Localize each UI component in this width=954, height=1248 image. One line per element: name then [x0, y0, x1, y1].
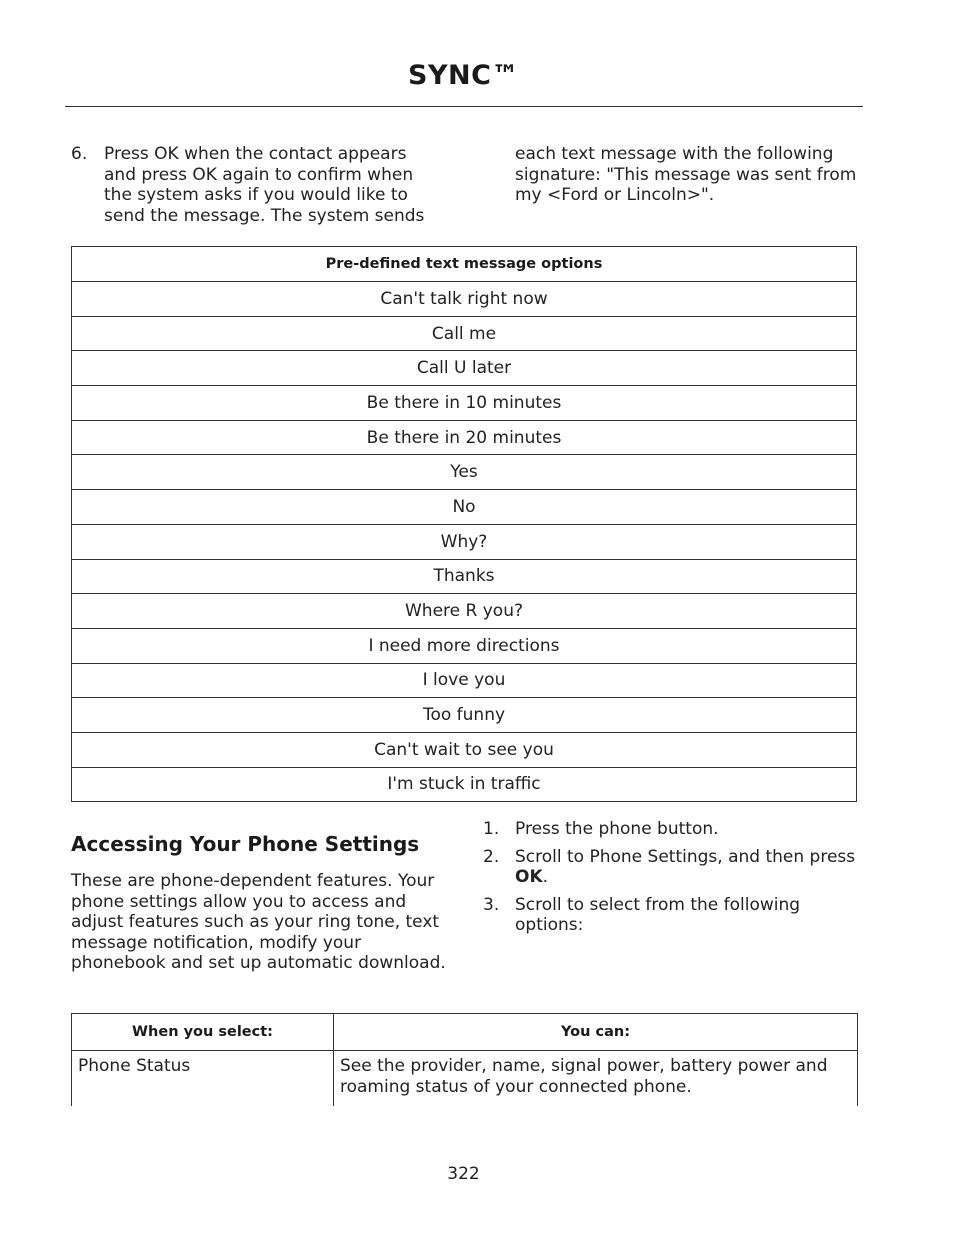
step-number: 3.: [483, 894, 500, 915]
message-option: Where R you?: [72, 594, 857, 629]
table-row: [72, 524, 857, 559]
step-text: Press the phone button.: [515, 819, 719, 839]
step-number: 1.: [483, 819, 500, 839]
table-row: [72, 282, 857, 317]
table-header: Pre-defined text message options: [72, 247, 857, 282]
message-option: I need more directions: [72, 628, 857, 663]
step-bold-keyword: OK: [515, 867, 543, 887]
list-item: [71, 144, 443, 226]
table-row: [72, 1051, 858, 1107]
list-item: [483, 895, 860, 936]
page-number: 322: [447, 1164, 480, 1184]
step-text: Press OK when the contact appears and press OK again to confirm when the system asks if you would like to send the message. The system sends: [104, 144, 425, 226]
table-row: [72, 490, 857, 525]
list-item: [483, 819, 860, 840]
step-text: Scroll to Phone Settings, and then press: [515, 846, 856, 867]
table-row: [72, 698, 857, 733]
intro-continuation: each text message with the following signature: "This message was sent from my <Ford or Lincoln>".: [515, 144, 857, 205]
steps-list: [483, 819, 860, 943]
table-row: [72, 732, 857, 767]
title-divider: [65, 106, 863, 107]
table-row: [72, 663, 857, 698]
message-option: Call U later: [72, 351, 857, 386]
column-header-select: When you select:: [72, 1014, 334, 1051]
table-row: [72, 420, 857, 455]
section-body: These are phone-dependent features. Your phone settings allow you to access and adjust features such as your ring tone, text message notification, modify your phonebook and set up automatic download.: [71, 871, 446, 973]
page-title: SYNC™: [408, 60, 519, 91]
message-option: I'm stuck in traffic: [72, 767, 857, 802]
step-number: 2.: [483, 846, 500, 867]
message-option: Be there in 20 minutes: [72, 420, 857, 455]
table-row: [72, 316, 857, 351]
message-option: Call me: [72, 316, 857, 351]
section-heading: Accessing Your Phone Settings: [71, 832, 420, 856]
phone-settings-options-table: [71, 1013, 858, 1106]
predefined-messages-table: [71, 246, 857, 802]
step-suffix: .: [542, 867, 549, 887]
message-option: Can't talk right now: [72, 282, 857, 317]
column-header-can: You can:: [334, 1014, 858, 1051]
message-option: Be there in 10 minutes: [72, 386, 857, 421]
message-option: I love you: [72, 663, 857, 698]
table-row: [72, 455, 857, 490]
message-option: Can't wait to see you: [72, 732, 857, 767]
message-option: Yes: [72, 455, 857, 490]
list-item: [483, 847, 860, 888]
intro-step-6: [71, 144, 443, 226]
message-option: Too funny: [72, 698, 857, 733]
option-name: Phone Status: [72, 1051, 334, 1107]
table-header-row: [72, 247, 857, 282]
message-option: Why?: [72, 524, 857, 559]
table-row: [72, 559, 857, 594]
step-text: Scroll to select from the following options:: [515, 894, 801, 935]
step-number: 6.: [71, 144, 88, 164]
option-description: See the provider, name, signal power, battery power and roaming status of your connected phone.: [334, 1051, 858, 1107]
table-row: [72, 767, 857, 802]
table-row: [72, 594, 857, 629]
table-row: [72, 628, 857, 663]
table-row: [72, 351, 857, 386]
message-option: Thanks: [72, 559, 857, 594]
table-header-row: [72, 1014, 858, 1051]
message-option: No: [72, 490, 857, 525]
table-row: [72, 386, 857, 421]
